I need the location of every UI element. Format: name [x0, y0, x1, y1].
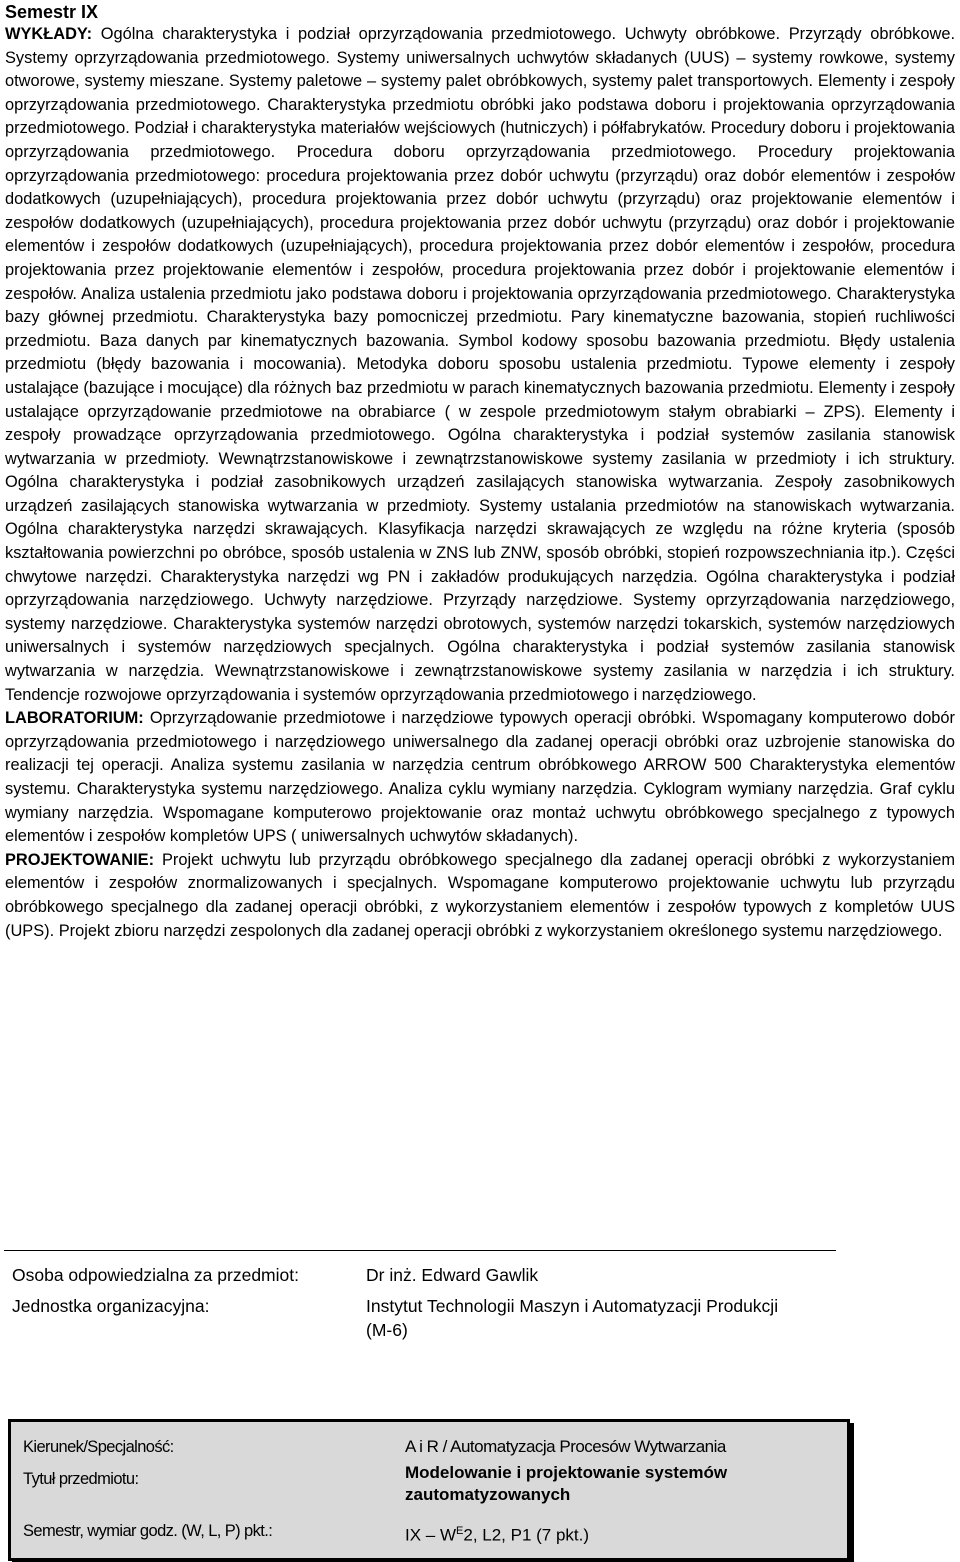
laboratory-text: Oprzyrządowanie przedmiotowe i narzędziowe typowych operacji obróbki. Wspomagany komputerowo dobór oprzyrządowania przedmiotowego i narzędziowego uniwersalnego dla zadanej operacji obróbki oraz uzbrojenie stanowiska do realizacji tej operacji. Analiza systemu zasilania w narzędzia centrum obróbkowego ARROW 500 Charakterystyka elementów systemu. Charakterystyka systemu narzędziowego. Analiza cyklu wymiany narzędzia. Cyklogram wymiany narzędzia. Graf cyklu wymiany narzędzia. Wspomagane komputerowo projektowanie oraz montaż uchwytu obróbkowego specjalnego z typowych elementów i zespołów kompletów UPS ( uniwersalnych uchwytów składanych).	[5, 709, 955, 846]
design-text: Projekt uchwytu lub przyrządu obróbkowego specjalnego dla zadanej operacji obróbki z wykorzystaniem elementów i zespołów znormalizowanych i specjalnych. Wspomagane komputerowo projektowanie uchwytu lub przyrządu obróbkowego specjalnego dla zadanej operacji obróbki, z wykorzystaniem elementów i zespołów typowych z kompletów UUS (UPS). Projekt zbioru narzędzi zespolonych dla zadanej operacji obróbki z wykorzystaniem określonego systemu narzędziowego.	[5, 850, 955, 940]
organizational-unit-value: Instytut Technologii Maszyn i Automatyzacji Produkcji (M-6)	[366, 1296, 779, 1340]
responsible-person-value: Dr inż. Edward Gawlik	[366, 1265, 539, 1285]
course-title-label: Tytuł przedmiotu:	[23, 1470, 139, 1488]
responsibility-block	[12, 1263, 786, 1342]
lectures-section	[5, 23, 955, 707]
direction-label: Kierunek/Specjalność:	[23, 1438, 174, 1456]
hours-prefix: IX – W	[405, 1525, 457, 1545]
separator-line	[4, 1250, 836, 1251]
laboratory-section	[5, 707, 955, 849]
semester-title: Semestr IX	[5, 2, 99, 22]
laboratory-label: LABORATORIUM:	[5, 709, 144, 728]
organizational-unit-row	[12, 1294, 786, 1342]
design-label: PROJEKTOWANIE:	[5, 850, 155, 869]
responsible-person-label: Osoba odpowiedzialna za przedmiot:	[12, 1265, 299, 1285]
hours-superscript: E	[456, 1525, 464, 1537]
responsible-person-row	[12, 1263, 786, 1287]
hours-suffix: 2, L2, P1 (7 pkt.)	[463, 1525, 590, 1545]
direction-value: A i R / Automatyzacja Procesów Wytwarzania	[405, 1437, 726, 1456]
design-section	[5, 849, 955, 943]
hours-value	[405, 1520, 825, 1547]
course-title-value: Modelowanie i projektowanie systemów zautomatyzowanych	[405, 1463, 728, 1504]
organizational-unit-label: Jednostka organizacyjna:	[12, 1296, 210, 1316]
lectures-label: WYKŁADY:	[5, 25, 93, 43]
course-info-box	[8, 1419, 850, 1561]
lectures-text: Ogólna charakterystyka i podział oprzyrządowania przedmiotowego. Uchwyty obróbkowe. Przyrządy obróbkowe. Systemy oprzyrządowania przedmiotowego. Systemy uniwersalnych uchwytów składanych (UUS) – systemy rowkowe, systemy otworowe, systemy mieszane. Systemy paletowe – systemy palet obróbkowych, systemy palet transportowych. Elementy i zespoły oprzyrządowania przedmiotowego. Charakterystyka przedmiotu obróbki jako podstawa doboru i projektowania oprzyrządowania przedmiotowego. Podział i charakterystyka materiałów wejściowych (hutniczych) i półfabrykatów. Procedury doboru i projektowania oprzyrządowania przedmiotowego. Procedura doboru oprzyrządowania przedmiotowego. Procedury projektowania oprzyrządowania przedmiotowego: procedura projektowania przez dobór uchwytu (przyrządu) oraz dobór elementów i zespołów dodatkowych (uzupełniających), procedura projektowania przez dobór uchwytu (przyrządu) oraz projektowanie elementów i zespołów dodatkowych (uzupełniających), procedura projektowania przez dobór uchwytu (przyrządu) oraz dobór i projektowanie elementów i zespołów dodatkowych (uzupełniających), procedura projektowania przez dobór elementów i zespołów, procedura projektowania przez projektowanie elementów i zespołów, procedura projektowania przez dobór i projektowanie elementów i zespołów. Analiza ustalenia przedmiotu jako podstawa doboru i projektowania oprzyrządowania przedmiotowego. Charakterystyka bazy głównej przedmiotu. Charakterystyka bazy pomocniczej przedmiotu. Pary kinematyczne bazowania, stopień ruchliwości przedmiotu. Baza danych par kinematycznych bazowania. Symbol kodowy sposobu bazowania przedmiotu. Błędy ustalenia przedmiotu (błędy bazowania i mocowania). Metodyka doboru sposobu ustalenia przedmiotu. Typowe elementy i zespoły ustalające (bazujące i mocujące) dla różnych baz przedmiotu w parach kinematycznych bazowania przedmiotu. Elementy i zespoły ustalające oprzyrządowanie przedmiotowe na obrabiarce ( w zespole przedmiotowym stałym obrabiarki – ZPS). Elementy i zespoły prowadzące oprzyrządowania przedmiotowego. Ogólna charakterystyka i podział systemów zasilania stanowisk wytwarzania w przedmioty. Wewnątrzstanowiskowe i zewnątrzstanowiskowe systemy zasilania w przedmioty i ich struktury. Ogólna charakterystyka i podział zasobnikowych urządzeń zasilających stanowiska wytwarzania. Zespoły zasobnikowych urządzeń zasilających stanowiska wytwarzania w przedmioty. Systemy ustalania przedmiotów na stanowiskach wytwarzania. Ogólna charakterystyka narzędzi skrawających. Klasyfikacja narzędzi skrawających ze względu na różne kryteria (sposób kształtowania powierzchni po obróbce, sposób ustalenia w ZNS lub ZNW, sposób obróbki, stopień rozpowszechniania itp.). Części chwytowe narzędzi. Charakterystyka narzędzi wg PN i zakładów produkujących narzędzia. Ogólna charakterystyka i podział oprzyrządowania narzędziowego. Uchwyty narzędziowe. Przyrządy narzędziowe. Systemy oprzyrządowania narzędziowego, systemy narzędziowe. Charakterystyka systemów narzędzi obrotowych, systemów narzędzi tokarskich, systemów narzędziowych uniwersalnych i systemów narzędziowych specjalnych. Ogólna charakterystyka i podział systemów zasilania stanowisk wytwarzania w narzędzia. Wewnątrzstanowiskowe i zewnątrzstanowiskowe systemy zasilania w narzędzia i ich struktury. Tendencje rozwojowe oprzyrządowania i systemów oprzyrządowania przedmiotowego i narzędziowego.	[5, 25, 955, 704]
syllabus-page	[5, 0, 955, 943]
hours-label: Semestr, wymiar godz. (W, L, P) pkt.:	[23, 1522, 273, 1540]
